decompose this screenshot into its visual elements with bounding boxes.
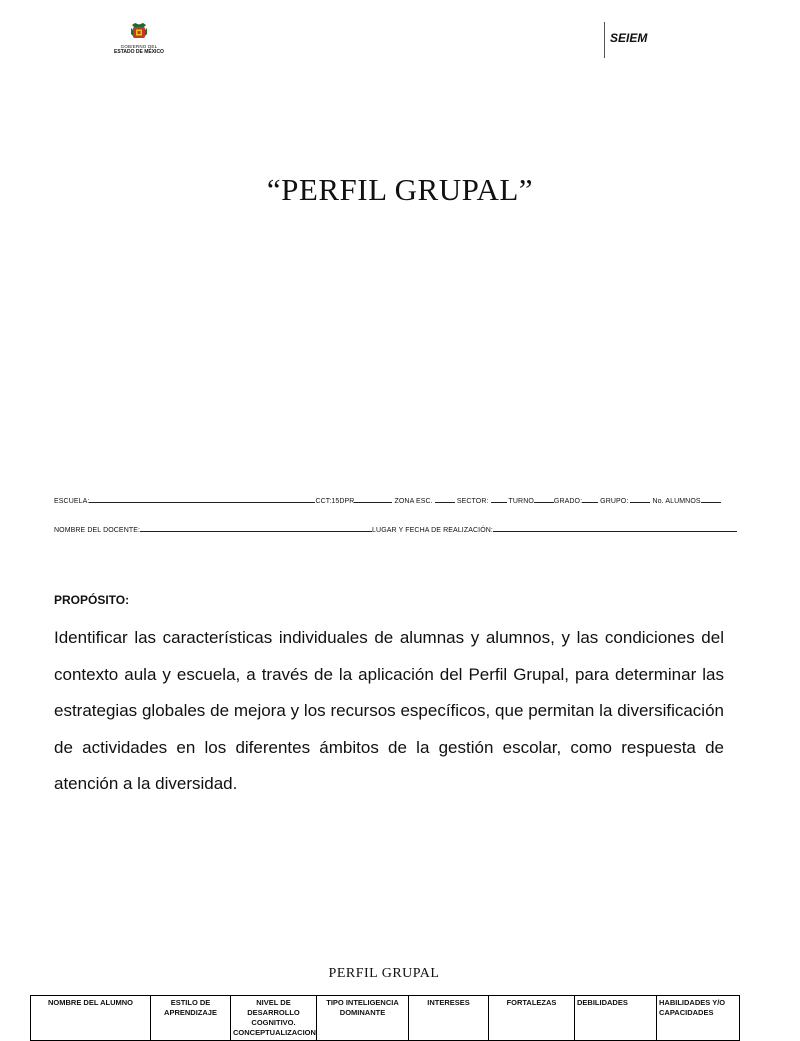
- zona-label: ZONA ESC.: [394, 498, 433, 505]
- grado-label: GRADO:: [553, 498, 583, 505]
- col-estilo-aprendizaje: ESTILO DE APRENDIZAJE: [151, 996, 231, 1041]
- col-tipo-inteligencia: TIPO INTELIGENCIA DOMINANTE: [317, 996, 409, 1041]
- logo-text-estado: ESTADO DE MÉXICO: [114, 49, 164, 55]
- turno-label: TURNO: [508, 498, 534, 505]
- page-title: “PERFIL GRUPAL”: [266, 172, 534, 207]
- header-divider: [604, 22, 605, 58]
- table-caption: PERFIL GRUPAL: [328, 966, 440, 981]
- cct-field[interactable]: [354, 496, 392, 503]
- docente-label: NOMBRE DEL DOCENTE:: [54, 527, 141, 534]
- grado-field[interactable]: [582, 496, 598, 503]
- col-habilidades: HABILIDADES Y/O CAPACIDADES: [657, 996, 740, 1041]
- col-fortalezas: FORTALEZAS: [489, 996, 575, 1041]
- logo-text-gobierno: GOBIERNO DEL: [120, 44, 158, 49]
- grupo-field[interactable]: [630, 496, 650, 503]
- grupo-label: GRUPO:: [600, 498, 629, 505]
- proposito-heading: PROPÓSITO:: [54, 593, 130, 607]
- lugar-label: LUGAR Y FECHA DE REALIZACIÓN:: [372, 527, 493, 534]
- col-nivel-desarrollo: NIVEL DE DESARROLLO COGNITIVO. CONCEPTUALIZACION: [231, 996, 317, 1041]
- government-logo: [108, 22, 170, 55]
- col-nombre-alumno: NOMBRE DEL ALUMNO: [31, 996, 151, 1041]
- sector-field[interactable]: [491, 496, 507, 503]
- proposito-paragraph: Identificar las características individuales de alumnas y alumnos, y las condiciones del contexto aula y escuela, a través de la aplicación del Perfil Grupal, para determinar las estrategias globales de mejora y los recursos específicos, que permitan la diversificación de actividades en los diferentes ámbitos de la gestión escolar, como respuesta de atención a la diversidad.: [54, 628, 724, 793]
- cct-label: CCT:15DPR: [315, 498, 355, 505]
- zona-field[interactable]: [435, 496, 455, 503]
- teacher-info-line: [54, 525, 737, 534]
- perfil-grupal-table: [30, 995, 740, 1041]
- coat-of-arms-icon: [128, 22, 150, 42]
- alumnos-label: No. ALUMNOS: [652, 498, 701, 505]
- lugar-field[interactable]: [493, 525, 737, 532]
- turno-field[interactable]: [534, 496, 554, 503]
- escuela-label: ESCUELA:: [54, 498, 90, 505]
- escuela-field[interactable]: [89, 496, 315, 503]
- alumnos-field[interactable]: [701, 496, 721, 503]
- col-intereses: INTERESES: [409, 996, 489, 1041]
- col-debilidades: DEBILIDADES: [575, 996, 657, 1041]
- sector-label: SECTOR:: [456, 498, 489, 505]
- agency-label: SEIEM: [610, 31, 648, 45]
- table-header-row: [31, 996, 740, 1041]
- docente-field[interactable]: [140, 525, 372, 532]
- school-info-line: [54, 496, 721, 505]
